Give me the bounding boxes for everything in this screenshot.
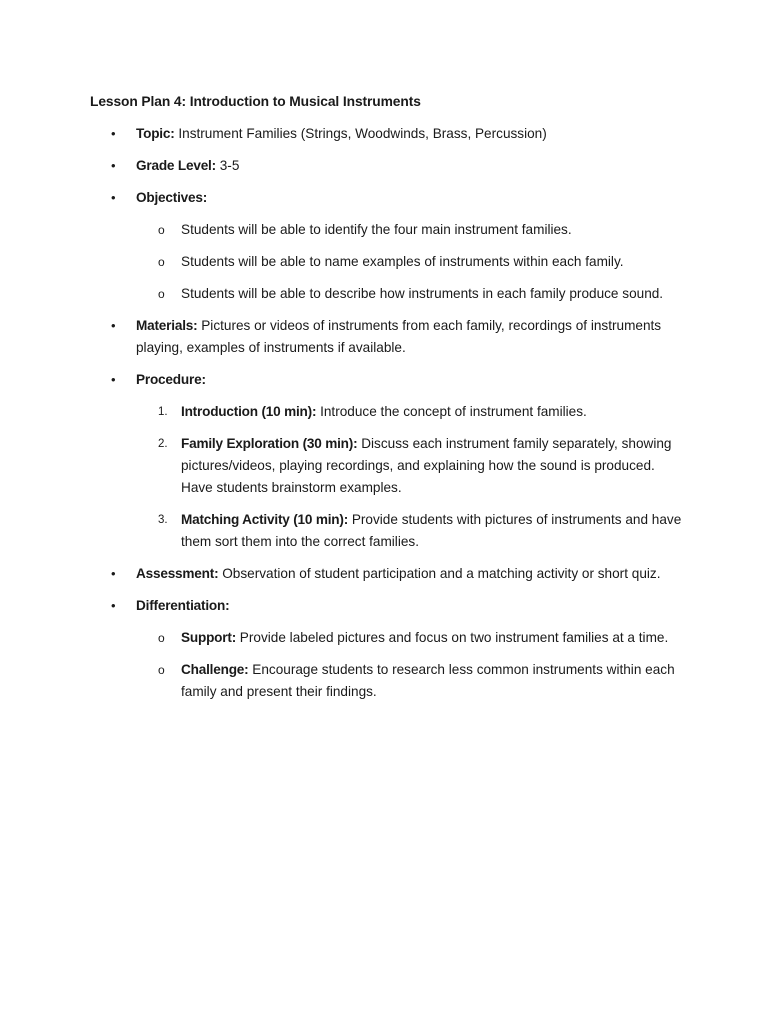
bullet-icon: •	[111, 126, 116, 141]
lesson-outline	[90, 123, 690, 703]
support-text: Provide labeled pictures and focus on two instrument families at a time.	[236, 630, 669, 645]
objective-text: Students will be able to name examples of instruments within each family.	[181, 254, 624, 269]
challenge-text: Encourage students to research less common instruments within each family and present their findings.	[181, 662, 675, 699]
bullet-icon: •	[111, 158, 116, 173]
grade-text: 3-5	[215, 158, 240, 173]
grade-label: Grade Level:	[136, 158, 216, 173]
materials-item	[90, 315, 690, 359]
materials-label: Materials:	[136, 318, 198, 333]
differentiation-list	[136, 627, 690, 703]
step-number: 2.	[158, 438, 168, 450]
procedure-step	[136, 433, 690, 499]
objectives-item	[90, 187, 690, 305]
bullet-icon: •	[111, 318, 116, 333]
topic-label: Topic:	[136, 126, 175, 141]
assessment-label: Assessment:	[136, 566, 219, 581]
differentiation-challenge	[136, 659, 690, 703]
procedure-step	[136, 509, 690, 553]
page-title: Lesson Plan 4: Introduction to Musical Instruments	[90, 94, 421, 109]
objective-text: Students will be able to identify the four main instrument families.	[181, 222, 572, 237]
grade-item	[90, 155, 690, 177]
circle-bullet-icon: o	[158, 663, 165, 677]
step-number: 1.	[158, 406, 168, 418]
step-text: Provide students with pictures of instruments and have them sort them into the correct families.	[181, 512, 682, 549]
step-text: Introduce the concept of instrument families.	[316, 404, 587, 419]
bullet-icon: •	[111, 372, 116, 387]
objectives-label: Objectives:	[136, 190, 208, 205]
bullet-icon: •	[111, 566, 116, 581]
differentiation-label: Differentiation:	[136, 598, 230, 613]
circle-bullet-icon: o	[158, 287, 165, 301]
procedure-step	[136, 401, 690, 423]
procedure-item	[90, 369, 690, 553]
assessment-text: Observation of student participation and a matching activity or short quiz.	[218, 566, 661, 581]
circle-bullet-icon: o	[158, 223, 165, 237]
circle-bullet-icon: o	[158, 631, 165, 645]
step-number: 3.	[158, 514, 168, 526]
topic-item	[90, 123, 690, 145]
differentiation-support	[136, 627, 690, 649]
objective-item	[136, 283, 690, 305]
circle-bullet-icon: o	[158, 255, 165, 269]
objective-item	[136, 219, 690, 241]
assessment-item	[90, 563, 690, 585]
step-label: Family Exploration (30 min):	[181, 436, 358, 451]
bullet-icon: •	[111, 190, 116, 205]
document-page	[90, 91, 690, 713]
support-label: Support:	[181, 630, 237, 645]
materials-text: Pictures or videos of instruments from each family, recordings of instruments playing, examples of instruments if available.	[136, 318, 662, 355]
procedure-label: Procedure:	[136, 372, 206, 387]
challenge-label: Challenge:	[181, 662, 249, 677]
differentiation-item	[90, 595, 690, 703]
bullet-icon: •	[111, 598, 116, 613]
objective-item	[136, 251, 690, 273]
topic-text: Instrument Families (Strings, Woodwinds, Brass, Percussion)	[174, 126, 547, 141]
objectives-list	[136, 219, 690, 305]
procedure-steps	[136, 401, 690, 553]
step-text: Discuss each instrument family separately, showing pictures/videos, playing recordings, and explaining how the sound is produced. Have students brainstorm examples.	[181, 436, 672, 495]
step-label: Introduction (10 min):	[181, 404, 317, 419]
step-label: Matching Activity (10 min):	[181, 512, 349, 527]
objective-text: Students will be able to describe how instruments in each family produce sound.	[181, 286, 664, 301]
